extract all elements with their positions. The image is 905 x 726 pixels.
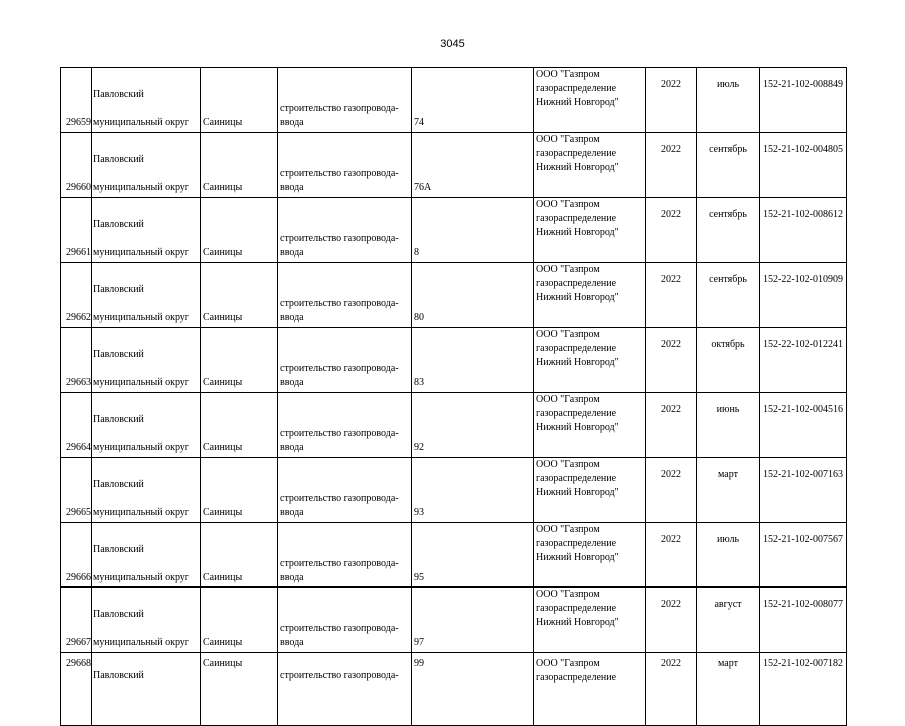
code-cell: 152-21-102-008077 xyxy=(760,588,847,653)
organization-line-1: ООО "Газпром xyxy=(536,264,600,275)
house-number-cell: 8 xyxy=(412,198,534,263)
table-row xyxy=(61,588,847,653)
month-cell: сентябрь xyxy=(697,263,760,328)
code-cell: 152-21-102-007182 xyxy=(760,653,847,726)
organization-cell xyxy=(534,653,646,726)
organization-cell xyxy=(534,588,646,653)
district-line-1: Павловский xyxy=(93,609,144,620)
work-type-line-2: ввода xyxy=(280,507,304,518)
work-type-cell xyxy=(278,328,412,393)
organization-line-1: ООО "Газпром xyxy=(536,524,600,535)
row-number: 29662 xyxy=(61,263,92,328)
work-type-line-2: ввода xyxy=(280,637,304,648)
code-cell: 152-21-102-004516 xyxy=(760,393,847,458)
month-cell: июль xyxy=(697,68,760,133)
work-type-line-2: ввода xyxy=(280,572,304,583)
settlement-cell: Саиницы xyxy=(201,133,278,198)
district-line-2: муниципальный округ xyxy=(93,572,189,583)
table-row xyxy=(61,523,847,588)
organization-line-2: газораспределение xyxy=(536,83,617,94)
settlement-cell: Саиницы xyxy=(201,523,278,588)
row-number: 29666 xyxy=(61,523,92,588)
district-cell xyxy=(92,523,201,588)
page-number: 3045 xyxy=(440,38,465,50)
settlement-cell: Саиницы xyxy=(201,458,278,523)
month-cell: март xyxy=(697,653,760,726)
code-cell: 152-21-102-004805 xyxy=(760,133,847,198)
organization-line-3: Нижний Новгород" xyxy=(536,617,619,628)
row-number: 29660 xyxy=(61,133,92,198)
organization-line-2: газораспределение xyxy=(536,213,617,224)
organization-line-1: ООО "Газпром xyxy=(536,69,600,80)
district-line-1: Павловский xyxy=(93,349,144,360)
organization-line-3: Нижний Новгород" xyxy=(536,422,619,433)
work-type-cell xyxy=(278,68,412,133)
work-type-line-1: строительство газопровода- xyxy=(280,428,399,439)
district-cell xyxy=(92,393,201,458)
organization-cell xyxy=(534,263,646,328)
district-line-1: Павловский xyxy=(93,414,144,425)
settlement-cell: Саиницы xyxy=(201,263,278,328)
month-cell: март xyxy=(697,458,760,523)
work-type-cell xyxy=(278,263,412,328)
organization-line-1: ООО "Газпром xyxy=(536,329,600,340)
work-type-cell xyxy=(278,393,412,458)
organization-line-2: газораспределение xyxy=(536,672,617,683)
work-type-cell xyxy=(278,588,412,653)
district-cell xyxy=(92,328,201,393)
year-cell: 2022 xyxy=(646,263,697,328)
organization-line-2: газораспределение xyxy=(536,473,617,484)
table-row xyxy=(61,198,847,263)
year-cell: 2022 xyxy=(646,68,697,133)
district-line-2: муниципальный округ xyxy=(93,182,189,193)
work-type-line-1: строительство газопровода- xyxy=(280,168,399,179)
month-cell: август xyxy=(697,588,760,653)
work-type-line-1: строительство газопровода- xyxy=(280,493,399,504)
work-type-line-1: строительство газопровода- xyxy=(280,363,399,374)
district-cell xyxy=(92,588,201,653)
organization-cell xyxy=(534,393,646,458)
organization-cell xyxy=(534,328,646,393)
year-cell: 2022 xyxy=(646,523,697,588)
organization-cell xyxy=(534,133,646,198)
district-line-2: муниципальный округ xyxy=(93,247,189,258)
row-number: 29663 xyxy=(61,328,92,393)
row-number: 29667 xyxy=(61,588,92,653)
organization-line-2: газораспределение xyxy=(536,343,617,354)
house-number-cell: 74 xyxy=(412,68,534,133)
district-line-1: Павловский xyxy=(93,479,144,490)
table-row xyxy=(61,458,847,523)
organization-cell xyxy=(534,68,646,133)
table-row xyxy=(61,328,847,393)
row-number: 29661 xyxy=(61,198,92,263)
work-type-line-2: ввода xyxy=(280,182,304,193)
house-number-cell: 83 xyxy=(412,328,534,393)
district-line-1: Павловский xyxy=(93,154,144,165)
work-type-line-1: строительство газопровода- xyxy=(280,233,399,244)
settlement-cell: Саиницы xyxy=(201,588,278,653)
district-cell xyxy=(92,653,201,726)
work-type-line-1: строительство газопровода- xyxy=(280,103,399,114)
work-type-line-2: ввода xyxy=(280,442,304,453)
row-number: 29664 xyxy=(61,393,92,458)
organization-line-1: ООО "Газпром xyxy=(536,658,600,669)
work-type-line-2: ввода xyxy=(280,312,304,323)
year-cell: 2022 xyxy=(646,328,697,393)
organization-cell xyxy=(534,198,646,263)
row-number: 29668 xyxy=(61,653,92,726)
house-number-cell: 76А xyxy=(412,133,534,198)
organization-line-2: газораспределение xyxy=(536,603,617,614)
district-cell xyxy=(92,458,201,523)
settlement-cell: Саиницы xyxy=(201,328,278,393)
district-line-2: муниципальный округ xyxy=(93,377,189,388)
organization-line-3: Нижний Новгород" xyxy=(536,357,619,368)
organization-line-2: газораспределение xyxy=(536,148,617,159)
work-type-cell xyxy=(278,198,412,263)
registry-table-wrapper xyxy=(60,67,847,683)
organization-line-1: ООО "Газпром xyxy=(536,199,600,210)
month-cell: июнь xyxy=(697,393,760,458)
district-line-2: муниципальный округ xyxy=(93,507,189,518)
year-cell: 2022 xyxy=(646,588,697,653)
organization-line-3: Нижний Новгород" xyxy=(536,162,619,173)
organization-line-3: Нижний Новгород" xyxy=(536,227,619,238)
house-number-cell: 92 xyxy=(412,393,534,458)
month-cell: сентябрь xyxy=(697,198,760,263)
organization-line-3: Нижний Новгород" xyxy=(536,292,619,303)
organization-line-2: газораспределение xyxy=(536,278,617,289)
work-type-line-1: строительство газопровода- xyxy=(280,298,399,309)
district-cell xyxy=(92,133,201,198)
code-cell: 152-22-102-010909 xyxy=(760,263,847,328)
table-body xyxy=(61,68,847,726)
year-cell: 2022 xyxy=(646,458,697,523)
month-cell: сентябрь xyxy=(697,133,760,198)
month-cell: июль xyxy=(697,523,760,588)
settlement-cell: Саиницы xyxy=(201,198,278,263)
year-cell: 2022 xyxy=(646,133,697,198)
work-type-cell xyxy=(278,653,412,726)
work-type-line-2: ввода xyxy=(280,247,304,258)
district-line-1: Павловский xyxy=(93,284,144,295)
row-number: 29665 xyxy=(61,458,92,523)
year-cell: 2022 xyxy=(646,653,697,726)
organization-line-1: ООО "Газпром xyxy=(536,589,600,600)
district-line-2: муниципальный округ xyxy=(93,637,189,648)
code-cell: 152-21-102-008612 xyxy=(760,198,847,263)
year-cell: 2022 xyxy=(646,393,697,458)
code-cell: 152-21-102-007567 xyxy=(760,523,847,588)
work-type-cell xyxy=(278,133,412,198)
district-line-1: Павловский xyxy=(93,670,144,681)
table-row xyxy=(61,68,847,133)
work-type-line-1: строительство газопровода- xyxy=(280,623,399,634)
house-number-cell: 93 xyxy=(412,458,534,523)
organization-line-1: ООО "Газпром xyxy=(536,459,600,470)
settlement-cell: Саиницы xyxy=(201,68,278,133)
work-type-line-2: ввода xyxy=(280,377,304,388)
district-cell xyxy=(92,263,201,328)
house-number-cell: 99 xyxy=(412,653,534,726)
work-type-line-2: ввода xyxy=(280,117,304,128)
settlement-cell: Саиницы xyxy=(201,393,278,458)
district-line-1: Павловский xyxy=(93,544,144,555)
settlement-cell: Саиницы xyxy=(201,653,278,726)
code-cell: 152-21-102-008849 xyxy=(760,68,847,133)
work-type-cell xyxy=(278,458,412,523)
organization-line-2: газораспределение xyxy=(536,408,617,419)
organization-line-3: Нижний Новгород" xyxy=(536,97,619,108)
organization-line-2: газораспределение xyxy=(536,538,617,549)
district-line-2: муниципальный округ xyxy=(93,117,189,128)
table-row xyxy=(61,263,847,328)
table-row xyxy=(61,133,847,198)
district-line-1: Павловский xyxy=(93,89,144,100)
work-type-line-1: строительство газопровода- xyxy=(280,670,399,681)
year-cell: 2022 xyxy=(646,198,697,263)
house-number-cell: 95 xyxy=(412,523,534,588)
house-number-cell: 80 xyxy=(412,263,534,328)
district-line-1: Павловский xyxy=(93,219,144,230)
organization-line-3: Нижний Новгород" xyxy=(536,487,619,498)
organization-line-1: ООО "Газпром xyxy=(536,394,600,405)
organization-cell xyxy=(534,523,646,588)
house-number-cell: 97 xyxy=(412,588,534,653)
organization-line-3: Нижний Новгород" xyxy=(536,552,619,563)
row-number: 29659 xyxy=(61,68,92,133)
organization-line-1: ООО "Газпром xyxy=(536,134,600,145)
district-line-2: муниципальный округ xyxy=(93,442,189,453)
month-cell: октябрь xyxy=(697,328,760,393)
work-type-cell xyxy=(278,523,412,588)
district-line-2: муниципальный округ xyxy=(93,312,189,323)
work-type-line-1: строительство газопровода- xyxy=(280,558,399,569)
registry-table xyxy=(60,67,847,726)
table-row xyxy=(61,653,847,726)
district-cell xyxy=(92,68,201,133)
code-cell: 152-21-102-007163 xyxy=(760,458,847,523)
district-cell xyxy=(92,198,201,263)
organization-cell xyxy=(534,458,646,523)
table-row xyxy=(61,393,847,458)
code-cell: 152-22-102-012241 xyxy=(760,328,847,393)
